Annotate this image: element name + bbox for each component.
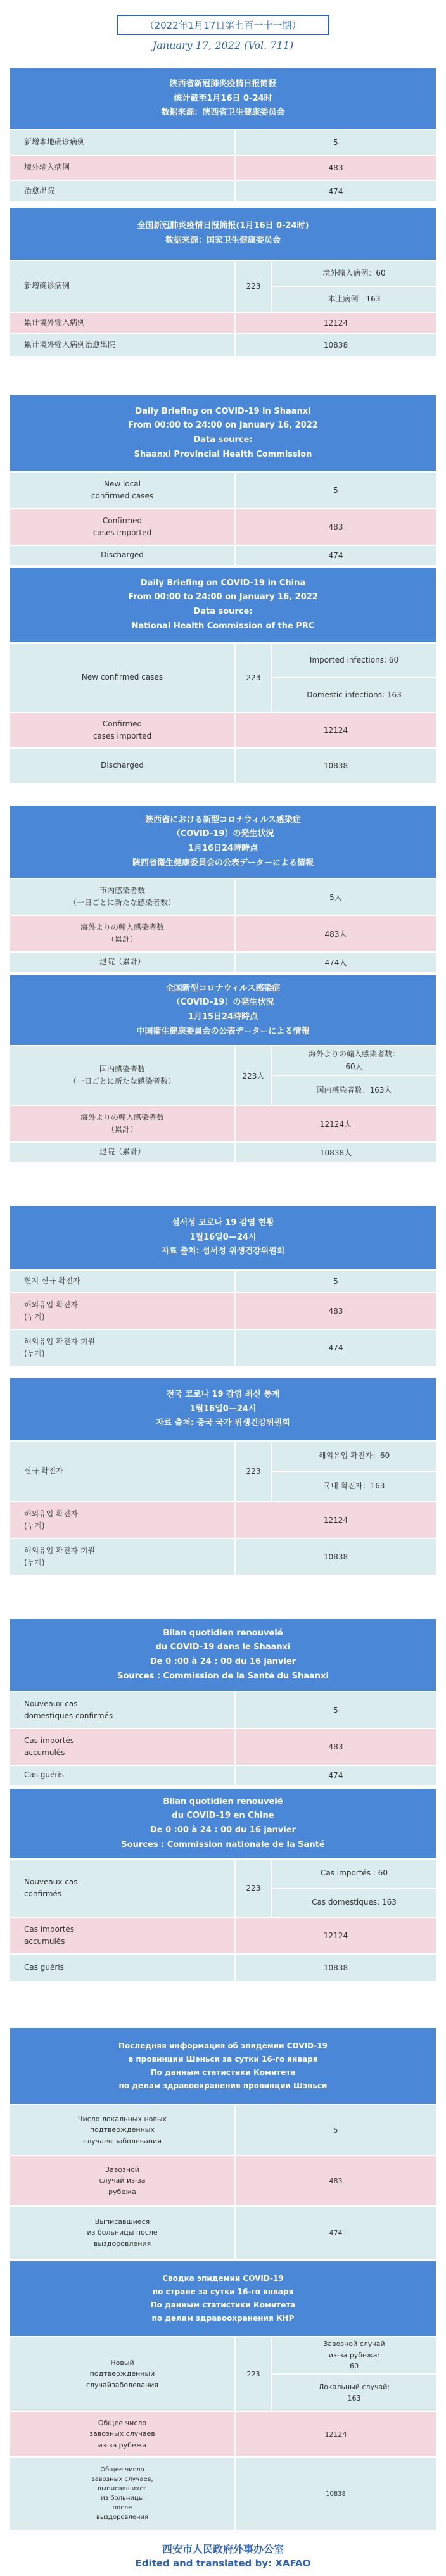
row-value: 223: [234, 644, 272, 712]
table-row: [10, 2458, 436, 2531]
fr-china-header: [10, 1789, 436, 1860]
row-label: Cas guéris: [24, 1963, 64, 1972]
zh-shaanxi-period: 统计截至1月16日 0-24时: [174, 93, 272, 103]
row-value: 5: [234, 1692, 436, 1728]
date-banner: （2022年1月17日第七百一十一期）: [117, 15, 329, 35]
row-value: 5: [234, 1271, 436, 1292]
table-row: [10, 2105, 436, 2156]
zh-china-header: [10, 208, 436, 261]
table-row: [10, 1293, 436, 1330]
row-label: 治愈出院: [24, 186, 55, 196]
row-value: 12124人: [234, 1106, 436, 1141]
row-value: 474: [234, 1766, 436, 1785]
row-value: 474: [234, 1330, 436, 1366]
row-label: 해외유입 확진자 회원 (누계): [24, 1545, 95, 1567]
ko-shaanxi-title: 섬서성 코로나 19 감염 현황: [172, 1217, 274, 1228]
row-label: 해외유입 확진자 (누계): [24, 1509, 78, 1530]
table-row: [10, 509, 436, 546]
table-row: [10, 953, 436, 973]
row-value: 483: [234, 509, 436, 545]
ru-shaanxi-title: Последняя информация об эпидемии COVID-19: [118, 2041, 328, 2050]
table-row: [10, 1143, 436, 1163]
table-row: [10, 2156, 436, 2207]
row-label: 海外よりの輸入感染者数 （累計）: [80, 1112, 164, 1134]
ru-china-header: [10, 2261, 436, 2337]
fr-china-title: Bilan quotidien renouvelé: [163, 1796, 283, 1806]
imported-cases: 境外输入病例：60: [272, 261, 436, 287]
en-china-table: [10, 568, 436, 784]
table-row: [10, 1860, 436, 1918]
row-label: New confirmed cases: [81, 673, 163, 682]
domestic-cases: 국내 확진자：163: [323, 1482, 385, 1491]
table-row: [10, 1918, 436, 1955]
zh-shaanxi-table: [10, 68, 436, 203]
row-label: Nouveaux cas confirmés: [24, 1877, 78, 1898]
row-label: 해외유입 확진자 (누계): [24, 1300, 78, 1321]
row-value: 12124: [234, 1502, 436, 1538]
row-value: 12124: [234, 713, 436, 747]
table-row: [10, 1271, 436, 1293]
zh-china-title: 全国新冠肺炎疫情日报简报(1月16日 0-24时): [137, 221, 309, 231]
table-row: [10, 156, 436, 181]
en-china-header: [10, 568, 436, 644]
en-shaanxi-period: From 00:00 to 24:00 on January 16, 2022: [128, 421, 318, 431]
ja-shaanxi-table: [10, 806, 436, 973]
table-row: [10, 1539, 436, 1576]
row-label: Новый подтвержденный случайзаболевания: [86, 2358, 159, 2389]
row-value: 10838: [234, 1539, 436, 1575]
zh-shaanxi-header: [10, 68, 436, 130]
row-label: Confirmed cases imported: [92, 516, 152, 537]
row-label: 退院（累計）: [99, 957, 145, 967]
imported-cases: 海外よりの輸入感染者数： 60人: [272, 1046, 436, 1076]
row-value: 10838: [234, 749, 436, 783]
row-value: 483: [234, 1293, 436, 1329]
row-value: 474: [234, 181, 436, 201]
imported-cases: Imported infections: 60: [272, 644, 436, 678]
ko-china-source: 자료 출처: 중국 국가 위생건강위원회: [156, 1418, 290, 1428]
ja-china-header: [10, 975, 436, 1046]
domestic-cases: 国内感染者数：163人: [316, 1085, 392, 1094]
row-value: 483: [234, 2156, 436, 2205]
row-label: Cas importés accumulés: [24, 1735, 75, 1757]
table-row: [10, 546, 436, 566]
row-label: 国内感染者数 （一日ごとに新たな感染者数）: [68, 1064, 175, 1086]
table-row: [10, 473, 436, 509]
imported-cases: Cas importés : 60: [272, 1860, 436, 1889]
domestic-cases: Domestic infections: 163: [307, 690, 402, 699]
footer-credit: Edited and translated by: XAFAO: [135, 2558, 311, 2569]
row-value: 483: [234, 156, 436, 180]
ko-shaanxi-period: 1월16일0—24시: [189, 1232, 257, 1242]
table-row: [10, 181, 436, 203]
table-row: [10, 713, 436, 749]
table-row: [10, 1442, 436, 1502]
en-shaanxi-title: Daily Briefing on COVID-19 in Shaanxi: [135, 406, 311, 416]
table-row: [10, 2412, 436, 2458]
row-label: Общее число завозных случаев из-за рубежа: [89, 2418, 155, 2449]
ko-china-table: [10, 1378, 436, 1576]
en-china-period: From 00:00 to 24:00 on January 16, 2022: [128, 592, 318, 602]
fr-china-table: [10, 1789, 436, 1983]
ja-shaanxi-period: 1月16日24時時点: [188, 844, 258, 853]
ko-china-title: 전국 코로나 19 감염 최신 통계: [166, 1389, 280, 1399]
en-china-title: Daily Briefing on COVID-19 in China: [140, 578, 306, 588]
fr-china-title2: du COVID-19 en Chine: [172, 1811, 274, 1821]
table-row: [10, 2337, 436, 2412]
row-label: 市内感染者数 （一日ごとに新たな感染者数）: [68, 885, 175, 907]
zh-shaanxi-source: 数据来源：陕西省卫生健康委员会: [161, 108, 285, 118]
footer-org: 西安市人民政府外事办公室: [162, 2543, 284, 2555]
table-row: [10, 1330, 436, 1367]
row-label: Discharged: [101, 761, 144, 770]
row-value: 10838人: [234, 1143, 436, 1162]
ru-shaanxi-header: [10, 2028, 436, 2105]
ru-shaanxi-source: по делам здравоохранения провинции Шэньси: [118, 2081, 328, 2090]
zh-shaanxi-title: 陕西省新冠肺炎疫情日报简报: [169, 79, 277, 89]
row-label: 해외유입 확진자 회원 (누계): [24, 1336, 95, 1358]
fr-shaanxi-source: Sources : Commission de la Santé du Shaanxi: [117, 1671, 329, 1681]
table-row: [10, 2207, 436, 2260]
row-label: Nouveaux cas domestiques confirmés: [24, 1699, 113, 1720]
table-row: [10, 916, 436, 953]
row-label: 海外よりの輸入感染者数 （累計）: [80, 922, 164, 944]
fr-china-period: De 0 :00 à 24 : 00 du 16 janvier: [150, 1825, 296, 1835]
row-label: New local confirmed cases: [91, 479, 154, 500]
row-label: Завозной случай из-за рубежа: [99, 2165, 146, 2196]
row-label: 境外输入病例: [24, 163, 70, 172]
row-label: 현지 신규 확진자: [24, 1276, 80, 1286]
row-label: 新增确诊病例: [24, 281, 70, 291]
row-value: 223: [234, 1442, 272, 1501]
ru-china-table: [10, 2261, 436, 2531]
domestic-cases: 本土病例：163: [328, 294, 381, 303]
row-value: 223: [234, 261, 272, 312]
row-value: 5: [234, 2105, 436, 2155]
row-value: 5: [234, 130, 436, 155]
row-label: Cas importés accumulés: [24, 1924, 75, 1946]
ko-shaanxi-table: [10, 1206, 436, 1367]
row-value: 474人: [234, 953, 436, 972]
row-label: 退院（累計）: [99, 1147, 145, 1157]
row-value: 474: [234, 2207, 436, 2259]
row-value: 474: [234, 546, 436, 565]
fr-shaanxi-title2: du COVID-19 dans le Shaanxi: [155, 1642, 291, 1653]
row-value: 223: [234, 1860, 272, 1917]
row-label: Выписавшиеся из больницы после выздоровления: [87, 2217, 158, 2248]
row-label: Общее число завозных случаев, выписавшихся из больницы после выздоровления: [91, 2466, 153, 2521]
table-row: [10, 313, 436, 334]
en-shaanxi-table: [10, 395, 436, 566]
date-subtitle: January 17, 2022 (Vol. 711): [152, 39, 294, 51]
en-china-source-label: Data source:: [193, 607, 253, 616]
row-value: 5人: [234, 879, 436, 915]
en-shaanxi-source-label: Data source:: [193, 435, 253, 445]
ko-shaanxi-source: 자료 출처: 섬서성 위생건강위원회: [161, 1247, 285, 1257]
imported-cases: 해외유입 확진자：60: [272, 1442, 436, 1472]
row-value: 10838: [234, 2458, 436, 2530]
row-label: 新增本地确诊病例: [24, 137, 86, 147]
row-label: 신규 확진자: [24, 1466, 63, 1476]
ko-china-period: 1월16일0—24시: [189, 1404, 257, 1414]
ja-china-period: 1月15日24時時点: [188, 1012, 258, 1022]
imported-cases: Завозной случай из-за рубежа: 60: [272, 2337, 436, 2375]
table-row: [10, 749, 436, 784]
ko-shaanxi-header: [10, 1206, 436, 1271]
row-value: 12124: [234, 313, 436, 333]
zh-china-table: [10, 208, 436, 357]
ja-shaanxi-title2: （COVID-19）の発生状況: [172, 829, 274, 839]
table-row: [10, 879, 436, 916]
fr-shaanxi-title: Bilan quotidien renouvelé: [163, 1628, 283, 1638]
ja-shaanxi-header: [10, 806, 436, 879]
domestic-cases: Cas domestiques: 163: [312, 1898, 397, 1907]
ja-china-title2: （COVID-19）の発生状況: [172, 998, 274, 1008]
ja-china-source: 中国衛生健康委員会の公表データーによる情報: [136, 1026, 310, 1036]
row-label: Discharged: [101, 550, 144, 560]
table-row: [10, 644, 436, 713]
table-row: [10, 1106, 436, 1143]
ja-shaanxi-title: 陝西省における新型コロナウィルス感染症: [145, 815, 301, 825]
ja-shaanxi-source: 陝西省衛生健康委員会の公表データーによる情報: [132, 858, 314, 868]
table-row: [10, 1502, 436, 1539]
table-row: [10, 261, 436, 313]
row-label: 累计境外输入病例治愈出院: [24, 340, 116, 350]
row-value: 483: [234, 1729, 436, 1765]
row-value: 12124: [234, 1918, 436, 1953]
table-row: [10, 1046, 436, 1106]
row-value: 10838: [234, 334, 436, 356]
row-value: 223: [234, 2337, 272, 2411]
domestic-cases: Локальный случай: 163: [318, 2382, 390, 2402]
row-value: 483人: [234, 916, 436, 951]
fr-shaanxi-period: De 0 :00 à 24 : 00 du 16 janvier: [150, 1657, 296, 1666]
row-value: 5: [234, 473, 436, 508]
ru-china-source: по делам здравоохранения КНР: [151, 2314, 295, 2323]
ja-china-table: [10, 975, 436, 1163]
row-label: 累计境外输入病例: [24, 318, 86, 327]
en-shaanxi-source: Shaanxi Provincial Health Commission: [134, 449, 312, 459]
ja-china-title: 全国新型コロナウィルス感染症: [165, 983, 281, 993]
row-value: 10838: [234, 1955, 436, 1981]
row-value: 12124: [234, 2412, 436, 2456]
ru-shaanxi-period: По данным статистики Комитета: [150, 2068, 296, 2077]
table-row: [10, 1692, 436, 1729]
zh-china-source: 数据来源：国家卫生健康委员会: [165, 236, 281, 245]
ru-china-period: По данным статистики Комитета: [150, 2300, 296, 2309]
ru-china-title: Сводка эпидемии COVID-19: [162, 2274, 284, 2283]
row-label: Cas guéris: [24, 1770, 64, 1780]
table-row: [10, 1729, 436, 1766]
fr-shaanxi-header: [10, 1619, 436, 1692]
ko-china-header: [10, 1378, 436, 1442]
ru-shaanxi-table: [10, 2028, 436, 2260]
en-shaanxi-header: [10, 395, 436, 473]
row-value: 223人: [234, 1046, 272, 1105]
table-row: [10, 130, 436, 156]
table-row: [10, 1766, 436, 1786]
en-china-source: National Health Commission of the PRC: [131, 621, 315, 631]
table-row: [10, 1955, 436, 1983]
ru-china-title2: по стране за сутки 16-го января: [152, 2287, 294, 2296]
row-label: Confirmed cases imported: [92, 719, 152, 740]
table-row: [10, 334, 436, 357]
fr-china-source: Sources : Commission nationale de la Santé: [121, 1839, 325, 1850]
row-label: Число локальных новых подтвержденных случаев заболевания: [77, 2114, 167, 2145]
ru-shaanxi-title2: в провинции Шэньси за сутки 16-го января: [128, 2055, 318, 2064]
fr-shaanxi-table: [10, 1619, 436, 1786]
